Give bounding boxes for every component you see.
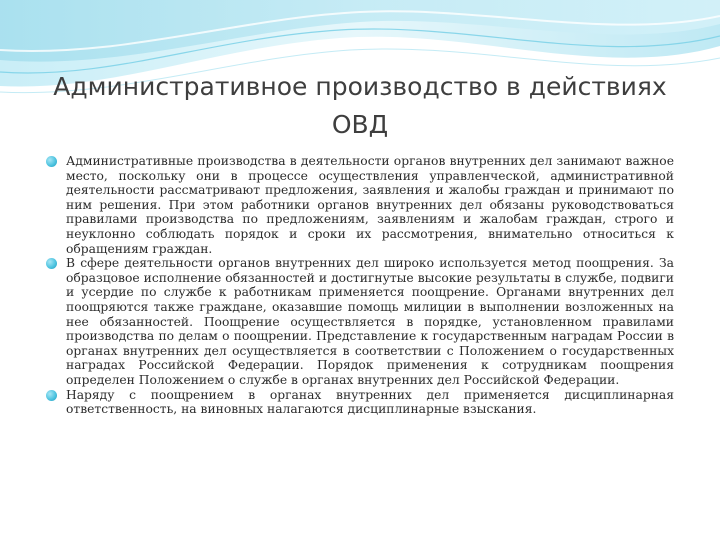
circle-bullet-icon bbox=[46, 258, 57, 269]
slide-title: Административное производство в действиях ОВД bbox=[53, 72, 667, 139]
bullet-text: Наряду с поощрением в органах внутренних дел применяется дисциплинарная ответственность, на виновных налагаются дисциплинарные взыскания. bbox=[66, 387, 674, 417]
circle-bullet-icon bbox=[46, 390, 57, 401]
circle-bullet-icon bbox=[46, 156, 57, 167]
bullet-text: Административные производства в деятельности органов внутренних дел занимают важное место, поскольку они в процессе осуществления управленческой, административной деятельности рассматривают предложения, заявления и жалобы граждан и принимают по ним решения. При этом работники органов внутренних дел обязаны руководствоваться правилами производства по предложениям, заявлениям и жалобам граждан, строго и неуклонно соблюдать порядок и сроки их рассмотрения, внимательно относиться к обращениям граждан. bbox=[66, 154, 674, 256]
bullet-text: В сфере деятельности органов внутренних дел широко используется метод поощрения. За образцовое исполнение обязанностей и достигнутые высокие результаты в службе, подвиги и усердие по службе к работникам применяется поощрение. Органами внутренних дел поощряются также граждане, оказавшие помощь милиции в выполнении возложенных на нее обязанностей. Поощрение осуществляется в порядке, установленном правилами производства по делам о поощрении. Представление к государственным наградам России в органах внутренних дел осуществляется в соответствии с Положением о государственных наградах Российской Федерации. Порядок применения к сотрудникам поощрения определен Положением о службе в органах внутренних дел Российской Федерации. bbox=[66, 256, 674, 387]
list-item bbox=[44, 256, 674, 387]
bullet-list bbox=[44, 154, 674, 417]
list-item bbox=[44, 154, 674, 256]
list-item bbox=[44, 388, 674, 417]
